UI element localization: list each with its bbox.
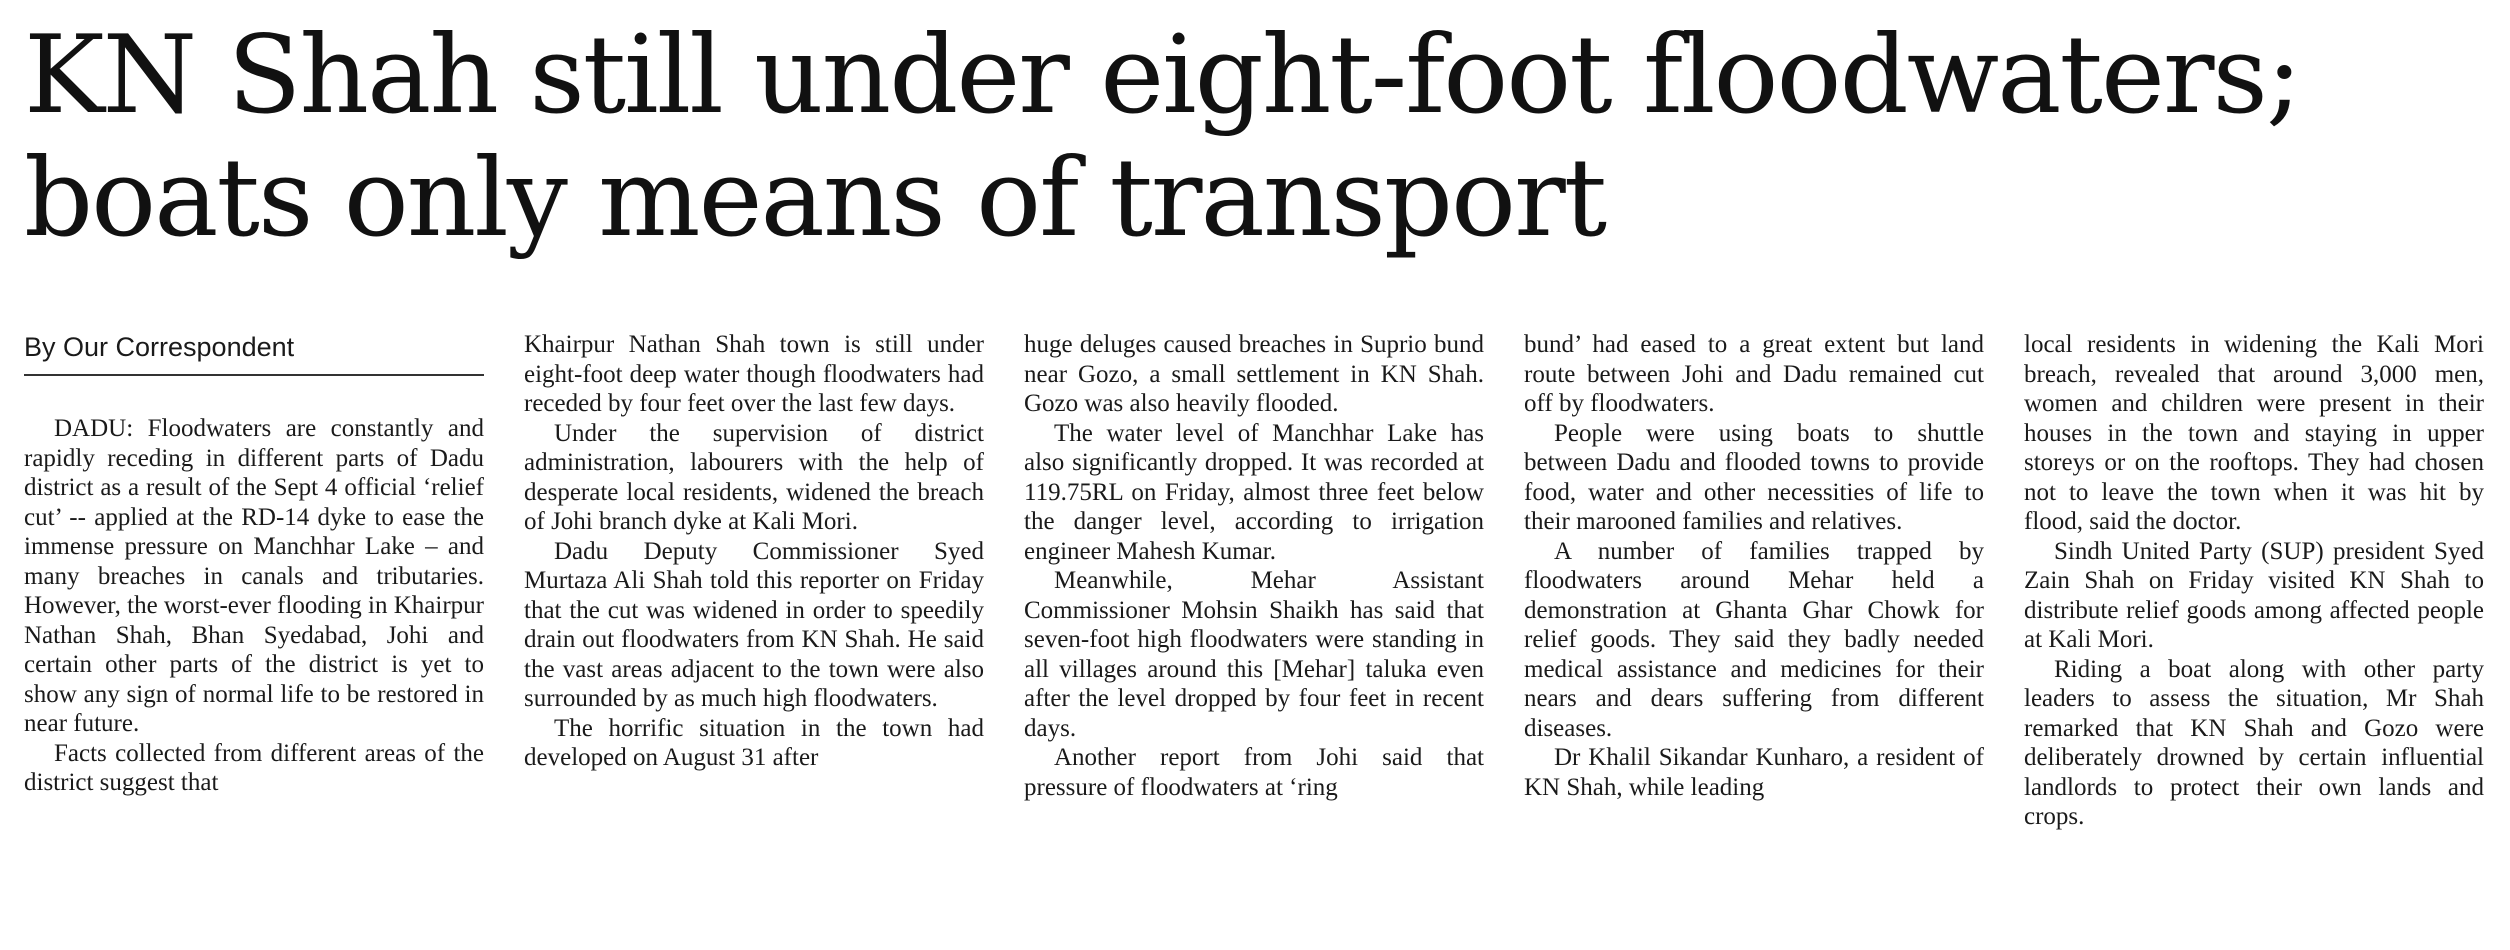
paragraph: A number of families trapped by floodwaters around Mehar held a demonstration at Ghanta Ghar Chowk for relief goods. They said they badly needed medical assistance and medicines for their nears and dears suffering from different diseases. (1524, 537, 1984, 742)
article-body (24, 330, 2486, 940)
headline-line-1: KN Shah still under eight-foot floodwaters; (24, 13, 2301, 138)
paragraph: Another report from Johi said that pressure of floodwaters at ‘ring (1024, 744, 1484, 801)
paragraph: huge deluges caused breaches in Suprio bund near Gozo, a small settlement in KN Shah. Gozo was also heavily flooded. (1024, 331, 1484, 417)
column-3 (1024, 330, 1484, 940)
paragraph: The horrific situation in the town had developed on August 31 after (524, 714, 984, 771)
paragraph: Facts collected from different areas of the district suggest that (24, 739, 484, 796)
paragraph: Meanwhile, Mehar Assistant Commissioner Mohsin Shaikh has said that seven-foot high floodwaters were standing in all villages around this [Mehar] taluka even after the level dropped by four feet in recent days. (1024, 567, 1484, 742)
paragraph: DADU: Floodwaters are constantly and rapidly receding in different parts of Dadu district as a result of the Sept 4 official ‘relief cut’ -- applied at the RD-14 dyke to ease the immense pressure on Manchhar Lake – and many breaches in canals and tributaries. However, the worst-ever flooding in Khairpur Nathan Shah, Bhan Syedabad, Johi and certain other parts of the district is yet to show any sign of normal life to be restored in near future. (24, 415, 484, 737)
column-1 (24, 330, 484, 940)
paragraph: Sindh United Party (SUP) president Syed Zain Shah on Friday visited KN Shah to distribute relief goods among affected people at Kali Mori. (2024, 537, 2484, 653)
column-5 (2024, 330, 2484, 940)
headline-line-2: boats only means of transport (24, 136, 1606, 261)
byline: By Our Correspondent (24, 330, 484, 376)
column-2 (524, 330, 984, 940)
paragraph: People were using boats to shuttle between Dadu and flooded towns to provide food, water and other necessities of life to their marooned families and relatives. (1524, 419, 1984, 535)
paragraph: Dadu Deputy Commissioner Syed Murtaza Ali Shah told this reporter on Friday that the cut was widened in order to speedily drain out floodwaters from KN Shah. He said the vast areas adjacent to the town were also surrounded by as much high floodwaters. (524, 537, 984, 712)
paragraph: The water level of Manchhar Lake has also significantly dropped. It was recorded at 119.75RL on Friday, almost three feet below the danger level, according to irrigation engineer Mahesh Kumar. (1024, 419, 1484, 565)
paragraph: Khairpur Nathan Shah town is still under eight-foot deep water though floodwaters had receded by four feet over the last few days. (524, 331, 984, 417)
paragraph: bund’ had eased to a great extent but land route between Johi and Dadu remained cut off by floodwaters. (1524, 331, 1984, 417)
paragraph: Riding a boat along with other party leaders to assess the situation, Mr Shah remarked that KN Shah and Gozo were deliberately drowned by certain influential landlords to protect their own lands and crops. (2024, 655, 2484, 830)
paragraph: local residents in widening the Kali Mori breach, revealed that around 3,000 men, women and children were present in their houses in the town and staying in upper storeys or on the rooftops. They had chosen not to leave the town when it was hit by flood, said the doctor. (2024, 331, 2484, 535)
headline (24, 14, 2494, 260)
column-4 (1524, 330, 1984, 940)
paragraph: Dr Khalil Sikandar Kunharo, a resident of KN Shah, while leading (1524, 744, 1984, 801)
paragraph: Under the supervision of district administration, labourers with the help of desperate local residents, widened the breach of Johi branch dyke at Kali Mori. (524, 419, 984, 535)
